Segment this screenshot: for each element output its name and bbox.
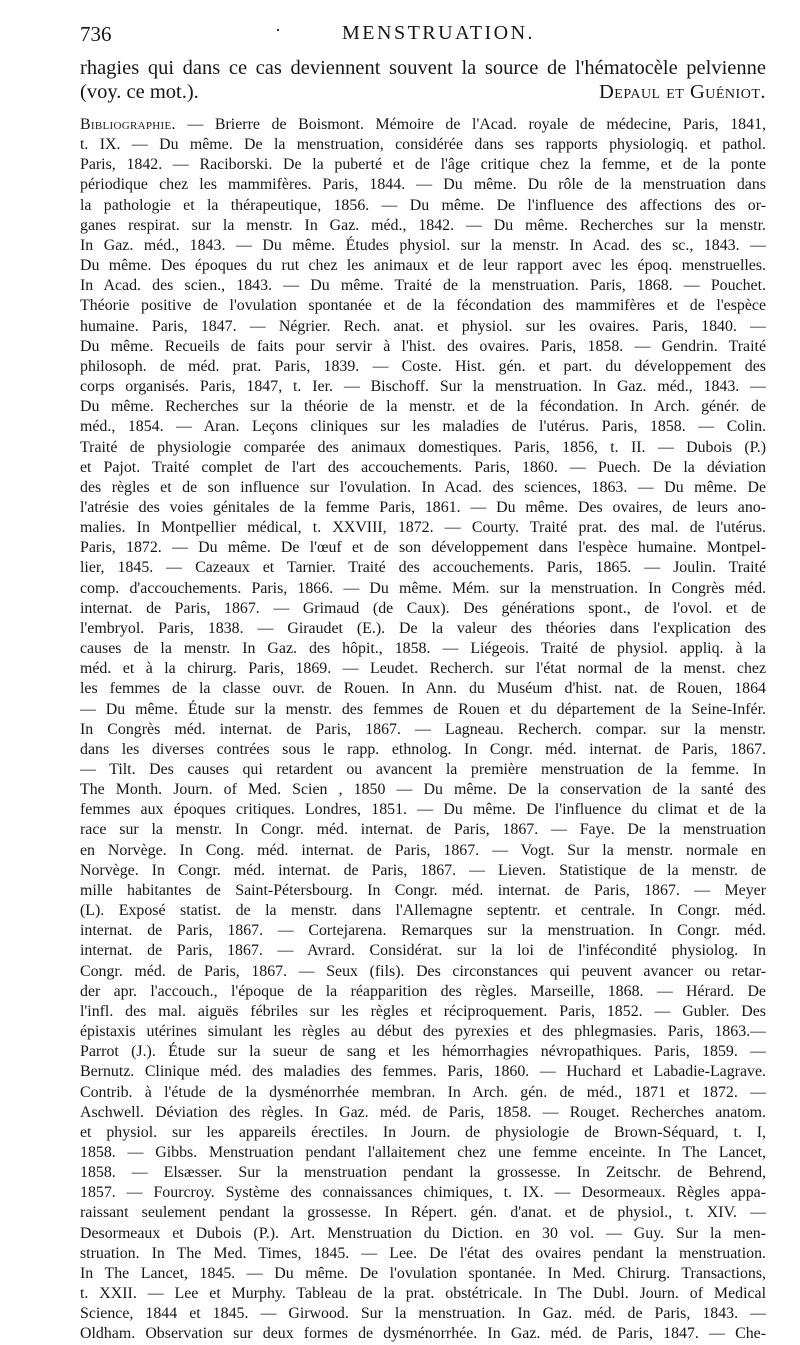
- bibliography-line-text: der apr. l'accouch., l'époque de la réapparition des règles. Marseille, 1868. — Hérard. De: [80, 982, 766, 1000]
- bibliography-line: [80, 901, 766, 921]
- bibliography-line: [80, 780, 766, 800]
- bibliography-line-text: internat. de Paris, 1867. — Avrard. Considérat. sur la loi de l'infécondité physiolog. In: [80, 942, 766, 960]
- bibliography-line-text: Congr. méd. de Paris, 1867. — Seux (fils). Des circonstances qui peuvent avancer ou retar-: [80, 962, 766, 980]
- bibliography-line: [80, 196, 766, 216]
- running-head: MENSTRUATION.: [342, 22, 536, 44]
- bibliography-line: [80, 498, 766, 518]
- bibliography-line-text: — Tilt. Des causes qui retardent ou avancent la première menstruation de la femme. In: [80, 761, 766, 778]
- bibliography-line: [80, 458, 766, 478]
- bibliography-line: [80, 639, 766, 659]
- header-dot: ·: [275, 20, 281, 40]
- bibliography-line: [80, 1183, 766, 1203]
- bibliography-line: [80, 317, 766, 337]
- bibliography-line-text: dans les diverses contrées sous le rapp. ethnolog. In Congr. méd. internat. de Paris, 1867.: [80, 740, 766, 758]
- bibliography-line-text: l'embryol. Paris, 1838. — Giraudet (E.). De la valeur des théories dans l'explication des: [80, 619, 766, 637]
- bibliography-line-text: In Acad. des scien., 1843. — Du même. Traité de la menstruation. Paris, 1868. — Pouchet.: [80, 277, 766, 295]
- bibliography-line: [80, 659, 766, 679]
- bibliography-line-text: méd. et à la chirurg. Paris, 1869. — Leudet. Recherch. sur l'état normal de la menst. chez: [80, 660, 766, 678]
- bibliography-line-text: Bernutz. Clinique méd. des maladies des femmes. Paris, 1860. — Huchard et Labadie-Lagrave.: [80, 1063, 766, 1081]
- bibliography-line: [80, 1284, 766, 1304]
- bibliography-line-text: Contrib. à l'étude de la dysménorrhée membran. In Arch. gén. de méd., 1871 et 1872. —: [80, 1083, 766, 1101]
- bibliography-line: [80, 155, 766, 175]
- authors-signature: Depaul et Guéniot.: [598, 81, 766, 103]
- intro-line: rhagies qui dans ce cas deviennent souvent la source de l'hématocèle pelvienne: [80, 57, 766, 79]
- bibliography-line: [80, 800, 766, 820]
- page-number: 736: [80, 22, 112, 46]
- bibliography-line: [80, 1324, 766, 1344]
- bibliography-line: [80, 397, 766, 417]
- bibliography-line-text: la pathologie et la thérapeutique, 1856. — Du même. De l'influence des affections des or-: [80, 196, 766, 214]
- bibliography-line: [80, 941, 766, 961]
- bibliography-line: [80, 760, 766, 780]
- intro-end-line: [80, 80, 766, 104]
- bibliography-line-text: ganes respirat. sur la menstr. In Gaz. méd., 1842. — Du même. Recherches sur la menstr.: [80, 216, 766, 234]
- bibliography-line: [80, 1244, 766, 1264]
- bibliography-line-text: des règles et de son influence sur l'ovulation. In Acad. des sciences, 1863. — Du même. De: [80, 478, 766, 496]
- bibliography-line: [80, 1002, 766, 1022]
- bibliography-line: [80, 1103, 766, 1123]
- bibliography-line-text: Traité de physiologie comparée des animaux domestiques. Paris, 1856, t. II. — Dubois (P.): [80, 438, 766, 456]
- bibliography-line: [80, 962, 766, 982]
- bibliography-line: [80, 538, 766, 558]
- bibliography-line: [80, 115, 766, 135]
- bibliography-line: [80, 1062, 766, 1082]
- bibliography-line: [80, 337, 766, 357]
- bibliography-line-text: et physiol. sur les appareils érectiles. In Journ. de physiologie de Brown-Séquard, t. I,: [80, 1123, 766, 1141]
- bibliography-line-text: Parrot (J.). Étude sur la sueur de sang et les hémorrhagies névropathiques. Paris, 1859. —: [80, 1043, 766, 1061]
- bibliography-line: [80, 1224, 766, 1244]
- bibliography-line: [80, 377, 766, 397]
- bibliography-line: [80, 1083, 766, 1103]
- bibliography-line: [80, 579, 766, 599]
- bibliography-line-text: en Norvège. In Cong. méd. internat. de Paris, 1867. — Vogt. Sur la menstr. normale en: [80, 841, 766, 859]
- bibliography-line: [80, 135, 766, 155]
- bibliography-line-text: Norvège. In Congr. méd. internat. de Paris, 1867. — Lieven. Statistique de la menstr. de: [80, 861, 766, 879]
- bibliography-line: [80, 1143, 766, 1163]
- bibliography-line-text: épistaxis utérines simulant les règles au début des pyrexies et des phlegmasies. Paris, 1863.—: [80, 1023, 766, 1041]
- bibliography-line-text: Paris, 1872. — Du même. De l'œuf et de son développement dans l'espèce humaine. Montpel-: [80, 539, 766, 557]
- bibliography-line: [80, 276, 766, 296]
- bibliography-line: [80, 881, 766, 901]
- bibliography-line-text: internat. de Paris, 1867. — Cortejarena. Remarques sur la menstruation. In Congr. méd.: [80, 922, 766, 940]
- bibliography-line: [80, 518, 766, 538]
- bibliography-line: [80, 1123, 766, 1143]
- bibliography-line: [80, 861, 766, 881]
- page-header: [80, 20, 766, 54]
- bibliography-line: [80, 438, 766, 458]
- bibliography-line: [80, 1022, 766, 1042]
- bibliography-line-text: méd., 1854. — Aran. Leçons cliniques sur les maladies de l'utérus. Paris, 1858. — Colin.: [80, 418, 766, 436]
- bibliography-line-text: Théorie positive de l'ovulation spontanée et de la fécondation des mammifères et de l'espèce: [80, 297, 766, 315]
- bibliography-line-text: Oldham. Observation sur deux formes de dysménorrhée. In Gaz. méd. de Paris, 1847. — Che-: [80, 1325, 766, 1343]
- intro-line: (voy. ce mot.).: [80, 81, 199, 103]
- bibliography-line: [80, 679, 766, 699]
- bibliography-line: [80, 296, 766, 316]
- bibliography: [80, 115, 766, 1345]
- bibliography-line: [80, 599, 766, 619]
- bibliography-line-text: 1858. — Gibbs. Menstruation pendant l'allaitement chez une femme enceinte. In The Lancet,: [80, 1143, 766, 1161]
- bibliography-line: [80, 820, 766, 840]
- intro-paragraph: [80, 56, 766, 104]
- bibliography-line-text: humaine. Paris, 1847. — Négrier. Rech. anat. et physiol. sur les ovaires. Paris, 1840. —: [80, 317, 766, 335]
- bibliography-line: [80, 841, 766, 861]
- bibliography-line-text: In Gaz. méd., 1843. — Du même. Études physiol. sur la menstr. In Acad. des sc., 1843. —: [80, 236, 766, 254]
- bibliography-line: [80, 558, 766, 578]
- bibliography-line-text: 1857. — Fourcroy. Système des connaissances chimiques, t. IX. — Desormeaux. Règles appa-: [80, 1184, 766, 1202]
- bibliography-line-text: comp. d'accouchements. Paris, 1866. — Du même. Mém. sur la menstruation. In Congrès méd.: [80, 579, 766, 597]
- bibliography-line: [80, 1042, 766, 1062]
- bibliography-line: [80, 478, 766, 498]
- bibliography-line-text: femmes aux époques critiques. Londres, 1851. — Du même. De l'influence du climat et de la: [80, 801, 766, 819]
- bibliography-line-text: struation. In The Med. Times, 1845. — Lee. De l'état des ovaires pendant la menstruation.: [80, 1244, 766, 1262]
- bibliography-line-text: causes de la menstr. In Gaz. des hôpit., 1858. — Liégeois. Traité de physiol. appliq. à la: [80, 640, 766, 658]
- bibliography-line-text: et Pajot. Traité complet de l'art des accouchements. Paris, 1860. — Puech. De la déviation: [80, 458, 766, 476]
- bibliography-line-text: The Month. Journ. of Med. Scien , 1850 — Du même. De la conservation de la santé des: [80, 781, 766, 799]
- bibliography-line: [80, 216, 766, 236]
- bibliography-line-text: l'infl. des mal. aiguës fébriles sur les règles et réciproquement. Paris, 1852. — Gubler. Des: [80, 1002, 766, 1020]
- bibliography-line-text: raissant seulement pendant la grossesse. In Répert. gén. d'anat. et de physiol., t. XIV. —: [80, 1204, 766, 1222]
- bibliography-line-text: Paris, 1842. — Raciborski. De la puberté et de l'âge critique chez la femme, et de la ponte: [80, 156, 766, 174]
- bibliography-line: [80, 1304, 766, 1324]
- bibliography-line-text: Du même. Des époques du rut chez les animaux et de leur rapport avec les époq. menstruelles.: [80, 257, 766, 275]
- bibliography-line: [80, 740, 766, 760]
- bibliography-line: [80, 1163, 766, 1183]
- bibliography-line: [80, 982, 766, 1002]
- bibliography-line-text: corps organisés. Paris, 1847, t. Ier. — Bischoff. Sur la menstruation. In Gaz. méd., 1843. —: [80, 378, 766, 396]
- bibliography-line-text: Du même. Recherches sur la théorie de la menstr. et de la fécondation. In Arch. génér. de: [80, 398, 766, 416]
- bibliography-line-text: mille habitantes de Saint-Pétersbourg. In Congr. méd. internat. de Paris, 1867. — Meyer: [80, 881, 766, 899]
- bibliography-line-text: philosoph. de méd. prat. Paris, 1839. — Coste. Hist. gén. et part. du développement des: [80, 357, 766, 375]
- bibliography-label: Bibliographie.: [80, 116, 176, 133]
- bibliography-line: [80, 700, 766, 720]
- bibliography-line-text: les femmes de la classe ouvr. de Rouen. In Ann. du Muséum d'hist. nat. de Rouen, 1864: [80, 680, 766, 698]
- bibliography-line-text: In The Lancet, 1845. — Du même. De l'ovulation spontanée. In Med. Chirurg. Transactions,: [80, 1264, 766, 1282]
- bibliography-line-text: malies. In Montpellier médical, t. XXVIII, 1872. — Courty. Traité prat. des mal. de l'utérus.: [80, 519, 766, 537]
- bibliography-line-text: Aschwell. Déviation des règles. In Gaz. méd. de Paris, 1858. — Rouget. Recherches anatom.: [80, 1103, 766, 1121]
- bibliography-line: [80, 619, 766, 639]
- bibliography-line-text: l'atrésie des voies génitales de la femme Paris, 1861. — Du même. Des ovaires, de leurs ano-: [80, 498, 766, 516]
- bibliography-line-text: — Du même. Étude sur la menstr. des femmes de Rouen et du département de la Seine-Infér.: [80, 700, 766, 718]
- bibliography-line-text: In Congrès méd. internat. de Paris, 1867. — Lagneau. Recherch. compar. sur la menstr.: [80, 720, 766, 738]
- bibliography-line-text: — Brierre de Boismont. Mémoire de l'Acad. royale de médecine, Paris, 1841,: [187, 116, 766, 133]
- bibliography-line-text: t. IX. — Du même. De la menstruation, considérée dans ses rapports physiologiq. et pathol.: [80, 136, 766, 154]
- bibliography-line: [80, 236, 766, 256]
- bibliography-line-text: internat. de Paris, 1867. — Grimaud (de Caux). Des générations spont., de l'ovol. et de: [80, 599, 766, 617]
- bibliography-line: [80, 175, 766, 195]
- bibliography-line: [80, 720, 766, 740]
- bibliography-line: [80, 417, 766, 437]
- bibliography-line-text: Science, 1844 et 1845. — Girwood. Sur la menstruation. In Gaz. méd. de Paris, 1843. —: [80, 1305, 766, 1323]
- bibliography-line-text: 1858. — Elsæsser. Sur la menstruation pendant la grossesse. In Zeitschr. de Behrend,: [80, 1164, 766, 1182]
- bibliography-line-text: Du même. Recueils de faits pour servir à l'hist. des ovaires. Paris, 1858. — Gendrin. Traité: [80, 337, 766, 355]
- bibliography-line-text: périodique chez les mammifères. Paris, 1844. — Du même. Du rôle de la menstruation dans: [80, 176, 766, 194]
- bibliography-line: [80, 256, 766, 276]
- bibliography-line-text: lier, 1845. — Cazeaux et Tarnier. Traité des accouchements. Paris, 1865. — Joulin. Traité: [80, 559, 766, 577]
- bibliography-line-text: t. XXII. — Lee et Murphy. Tableau de la prat. obstétricale. In The Dubl. Journ. of Medical: [80, 1285, 766, 1303]
- bibliography-line: [80, 357, 766, 377]
- bibliography-line: [80, 921, 766, 941]
- bibliography-line-text: (L). Exposé statist. de la menstr. dans l'Allemagne septentr. et centrale. In Congr. méd.: [80, 902, 766, 920]
- bibliography-line-text: Desormeaux et Dubois (P.). Art. Menstruation du Diction. en 30 vol. — Guy. Sur la men-: [80, 1224, 766, 1242]
- bibliography-line-text: race sur la menstr. In Congr. méd. internat. de Paris, 1867. — Faye. De la menstruation: [80, 821, 766, 839]
- bibliography-line: [80, 1203, 766, 1223]
- bibliography-line: [80, 1264, 766, 1284]
